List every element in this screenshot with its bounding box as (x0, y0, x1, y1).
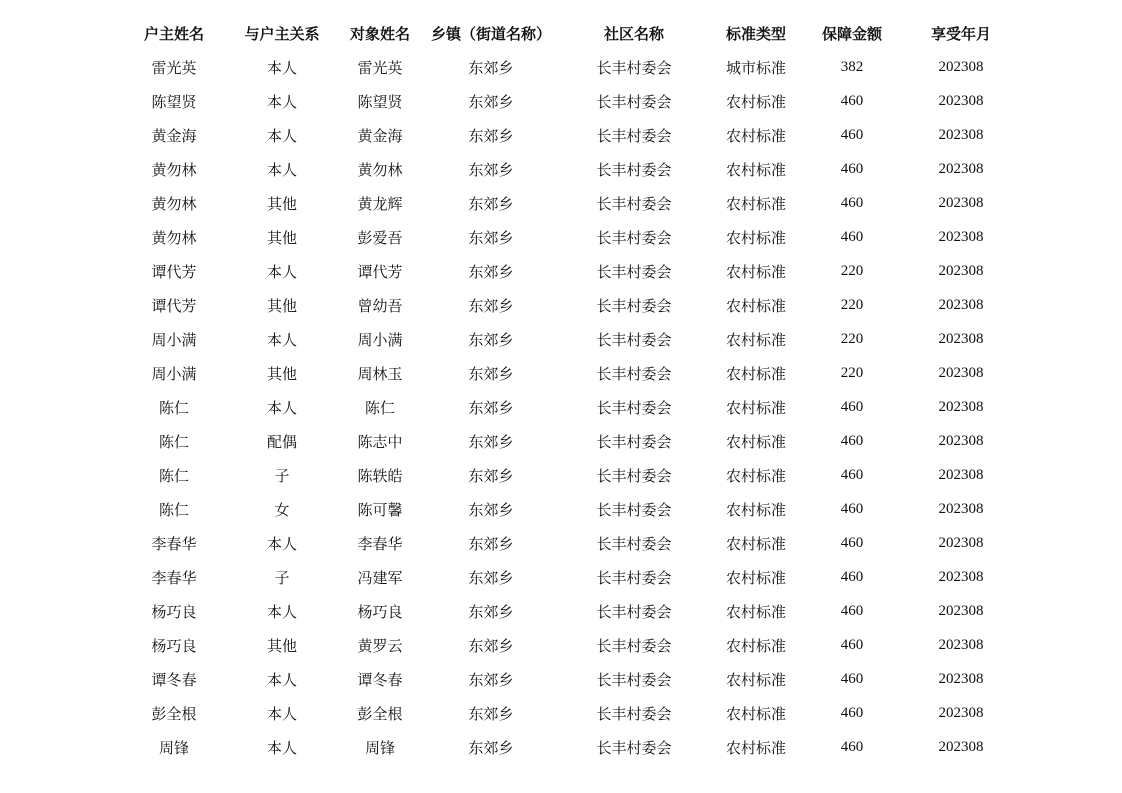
township-cell: 东郊乡 (468, 126, 514, 145)
month-cell: 202308 (938, 126, 984, 143)
standard-type-cell: 农村标准 (725, 126, 786, 145)
household-head-name-cell: 雷光英 (151, 58, 197, 77)
relationship-cell: 本人 (266, 670, 297, 689)
month-cell: 202308 (938, 194, 984, 211)
household-head-name-cell: 黄勿林 (151, 160, 197, 179)
recipient-name-cell: 陈轶皓 (357, 466, 403, 485)
amount-cell: 460 (840, 568, 864, 585)
household-head-name-cell: 李春华 (151, 534, 197, 553)
table-row (116, 152, 1016, 186)
household-head-name-cell: 谭冬春 (151, 670, 197, 689)
recipient-name-cell: 黄勿林 (357, 160, 403, 179)
amount-cell: 460 (840, 466, 864, 483)
amount-cell: 460 (840, 500, 864, 517)
household-head-name-cell: 陈仁 (158, 466, 189, 485)
standard-type-cell: 农村标准 (725, 160, 786, 179)
recipient-name-cell: 杨巧良 (357, 602, 403, 621)
table-row (116, 628, 1016, 662)
month-cell: 202308 (938, 704, 984, 721)
relationship-cell: 女 (274, 500, 290, 519)
household-head-name-cell: 周小满 (151, 330, 197, 349)
table-row (116, 186, 1016, 220)
community-cell: 长丰村委会 (596, 296, 672, 315)
header-household-head-name: 户主姓名 (143, 24, 204, 43)
month-cell: 202308 (938, 296, 984, 313)
recipient-name-cell: 彭爱吾 (357, 228, 403, 247)
household-head-name-cell: 黄勿林 (151, 194, 197, 213)
relationship-cell: 本人 (266, 738, 297, 757)
relationship-cell: 其他 (266, 194, 297, 213)
community-cell: 长丰村委会 (596, 466, 672, 485)
relationship-cell: 本人 (266, 160, 297, 179)
relationship-cell: 本人 (266, 602, 297, 621)
table-row (116, 560, 1016, 594)
month-cell: 202308 (938, 466, 984, 483)
community-cell: 长丰村委会 (596, 636, 672, 655)
recipient-name-cell: 陈望贤 (357, 92, 403, 111)
community-cell: 长丰村委会 (596, 704, 672, 723)
amount-cell: 220 (840, 296, 864, 313)
township-cell: 东郊乡 (468, 296, 514, 315)
table-row (116, 696, 1016, 730)
standard-type-cell: 农村标准 (725, 738, 786, 757)
community-cell: 长丰村委会 (596, 160, 672, 179)
household-head-name-cell: 陈望贤 (151, 92, 197, 111)
relationship-cell: 本人 (266, 330, 297, 349)
amount-cell: 460 (840, 126, 864, 143)
community-cell: 长丰村委会 (596, 330, 672, 349)
relationship-cell: 配偶 (266, 432, 297, 451)
standard-type-cell: 农村标准 (725, 636, 786, 655)
recipient-name-cell: 雷光英 (357, 58, 403, 77)
table-header (116, 16, 1016, 50)
month-cell: 202308 (938, 534, 984, 551)
standard-type-cell: 农村标准 (725, 500, 786, 519)
township-cell: 东郊乡 (468, 58, 514, 77)
relationship-cell: 子 (274, 568, 290, 587)
community-cell: 长丰村委会 (596, 92, 672, 111)
month-cell: 202308 (938, 58, 984, 75)
household-head-name-cell: 谭代芳 (151, 262, 197, 281)
recipient-name-cell: 黄金海 (357, 126, 403, 145)
header-relationship: 与户主关系 (244, 24, 320, 43)
relationship-cell: 本人 (266, 126, 297, 145)
month-cell: 202308 (938, 738, 984, 755)
amount-cell: 460 (840, 738, 864, 755)
month-cell: 202308 (938, 432, 984, 449)
standard-type-cell: 农村标准 (725, 92, 786, 111)
community-cell: 长丰村委会 (596, 262, 672, 281)
table-row (116, 594, 1016, 628)
month-cell: 202308 (938, 160, 984, 177)
amount-cell: 220 (840, 364, 864, 381)
amount-cell: 460 (840, 636, 864, 653)
household-head-name-cell: 黄勿林 (151, 228, 197, 247)
table-row (116, 662, 1016, 696)
relationship-cell: 其他 (266, 636, 297, 655)
community-cell: 长丰村委会 (596, 398, 672, 417)
household-head-name-cell: 周小满 (151, 364, 197, 383)
township-cell: 东郊乡 (468, 704, 514, 723)
month-cell: 202308 (938, 636, 984, 653)
standard-type-cell: 农村标准 (725, 568, 786, 587)
table-row (116, 254, 1016, 288)
standard-type-cell: 农村标准 (725, 364, 786, 383)
amount-cell: 460 (840, 194, 864, 211)
recipient-name-cell: 冯建军 (357, 568, 403, 587)
standard-type-cell: 农村标准 (725, 602, 786, 621)
table-row (116, 492, 1016, 526)
community-cell: 长丰村委会 (596, 500, 672, 519)
township-cell: 东郊乡 (468, 262, 514, 281)
recipient-name-cell: 黄龙辉 (357, 194, 403, 213)
amount-cell: 460 (840, 432, 864, 449)
recipient-name-cell: 谭代芳 (357, 262, 403, 281)
header-month: 享受年月 (930, 24, 991, 43)
community-cell: 长丰村委会 (596, 126, 672, 145)
table-row (116, 356, 1016, 390)
township-cell: 东郊乡 (468, 398, 514, 417)
relationship-cell: 本人 (266, 398, 297, 417)
township-cell: 东郊乡 (468, 738, 514, 757)
header-township: 乡镇（街道名称） (430, 24, 551, 43)
township-cell: 东郊乡 (468, 602, 514, 621)
household-head-name-cell: 陈仁 (158, 432, 189, 451)
table-row (116, 424, 1016, 458)
township-cell: 东郊乡 (468, 466, 514, 485)
recipient-name-cell: 陈可馨 (357, 500, 403, 519)
header-community: 社区名称 (603, 24, 664, 43)
community-cell: 长丰村委会 (596, 364, 672, 383)
amount-cell: 460 (840, 704, 864, 721)
standard-type-cell: 农村标准 (725, 296, 786, 315)
table-row (116, 730, 1016, 764)
month-cell: 202308 (938, 364, 984, 381)
amount-cell: 460 (840, 398, 864, 415)
recipient-name-cell: 彭全根 (357, 704, 403, 723)
household-head-name-cell: 彭全根 (151, 704, 197, 723)
recipient-name-cell: 陈仁 (364, 398, 395, 417)
table-row (116, 118, 1016, 152)
month-cell: 202308 (938, 262, 984, 279)
community-cell: 长丰村委会 (596, 738, 672, 757)
recipient-name-cell: 周锋 (364, 738, 395, 757)
household-head-name-cell: 李春华 (151, 568, 197, 587)
household-head-name-cell: 陈仁 (158, 398, 189, 417)
standard-type-cell: 农村标准 (725, 398, 786, 417)
township-cell: 东郊乡 (468, 364, 514, 383)
community-cell: 长丰村委会 (596, 670, 672, 689)
standard-type-cell: 农村标准 (725, 670, 786, 689)
month-cell: 202308 (938, 500, 984, 517)
table-row (116, 288, 1016, 322)
township-cell: 东郊乡 (468, 500, 514, 519)
recipient-name-cell: 周小满 (357, 330, 403, 349)
header-amount: 保障金额 (821, 24, 882, 43)
table-row (116, 84, 1016, 118)
standard-type-cell: 农村标准 (725, 228, 786, 247)
community-cell: 长丰村委会 (596, 58, 672, 77)
month-cell: 202308 (938, 670, 984, 687)
amount-cell: 460 (840, 602, 864, 619)
table-row (116, 322, 1016, 356)
relationship-cell: 本人 (266, 534, 297, 553)
amount-cell: 460 (840, 92, 864, 109)
amount-cell: 220 (840, 262, 864, 279)
township-cell: 东郊乡 (468, 534, 514, 553)
standard-type-cell: 农村标准 (725, 194, 786, 213)
household-head-name-cell: 陈仁 (158, 500, 189, 519)
amount-cell: 460 (840, 160, 864, 177)
standard-type-cell: 农村标准 (725, 704, 786, 723)
month-cell: 202308 (938, 602, 984, 619)
relationship-cell: 其他 (266, 228, 297, 247)
month-cell: 202308 (938, 398, 984, 415)
amount-cell: 460 (840, 228, 864, 245)
relationship-cell: 其他 (266, 364, 297, 383)
recipient-name-cell: 黄罗云 (357, 636, 403, 655)
household-head-name-cell: 周锋 (158, 738, 189, 757)
header-recipient-name: 对象姓名 (349, 24, 410, 43)
relationship-cell: 子 (274, 466, 290, 485)
standard-type-cell: 农村标准 (725, 262, 786, 281)
township-cell: 东郊乡 (468, 228, 514, 247)
table-row (116, 390, 1016, 424)
standard-type-cell: 农村标准 (725, 466, 786, 485)
community-cell: 长丰村委会 (596, 194, 672, 213)
community-cell: 长丰村委会 (596, 534, 672, 553)
month-cell: 202308 (938, 330, 984, 347)
recipient-name-cell: 李春华 (357, 534, 403, 553)
standard-type-cell: 农村标准 (725, 432, 786, 451)
table-body (116, 50, 1016, 764)
community-cell: 长丰村委会 (596, 228, 672, 247)
relationship-cell: 其他 (266, 296, 297, 315)
standard-type-cell: 农村标准 (725, 330, 786, 349)
month-cell: 202308 (938, 228, 984, 245)
table-row (116, 458, 1016, 492)
header-standard-type: 标准类型 (725, 24, 786, 43)
month-cell: 202308 (938, 92, 984, 109)
township-cell: 东郊乡 (468, 330, 514, 349)
township-cell: 东郊乡 (468, 432, 514, 451)
amount-cell: 382 (840, 58, 864, 75)
household-head-name-cell: 黄金海 (151, 126, 197, 145)
month-cell: 202308 (938, 568, 984, 585)
community-cell: 长丰村委会 (596, 568, 672, 587)
township-cell: 东郊乡 (468, 636, 514, 655)
standard-type-cell: 农村标准 (725, 534, 786, 553)
table-row (116, 526, 1016, 560)
standard-type-cell: 城市标准 (725, 58, 786, 77)
relationship-cell: 本人 (266, 704, 297, 723)
community-cell: 长丰村委会 (596, 602, 672, 621)
township-cell: 东郊乡 (468, 670, 514, 689)
township-cell: 东郊乡 (468, 160, 514, 179)
township-cell: 东郊乡 (468, 92, 514, 111)
header-row (116, 16, 1016, 50)
amount-cell: 460 (840, 670, 864, 687)
relationship-cell: 本人 (266, 92, 297, 111)
household-head-name-cell: 谭代芳 (151, 296, 197, 315)
table-row (116, 50, 1016, 84)
community-cell: 长丰村委会 (596, 432, 672, 451)
township-cell: 东郊乡 (468, 568, 514, 587)
relationship-cell: 本人 (266, 262, 297, 281)
amount-cell: 220 (840, 330, 864, 347)
recipient-name-cell: 周林玉 (357, 364, 403, 383)
recipient-name-cell: 陈志中 (357, 432, 403, 451)
amount-cell: 460 (840, 534, 864, 551)
table-row (116, 220, 1016, 254)
household-head-name-cell: 杨巧良 (151, 602, 197, 621)
recipient-name-cell: 曾幼吾 (357, 296, 403, 315)
assistance-table (116, 16, 1016, 764)
relationship-cell: 本人 (266, 58, 297, 77)
township-cell: 东郊乡 (468, 194, 514, 213)
household-head-name-cell: 杨巧良 (151, 636, 197, 655)
recipient-name-cell: 谭冬春 (357, 670, 403, 689)
